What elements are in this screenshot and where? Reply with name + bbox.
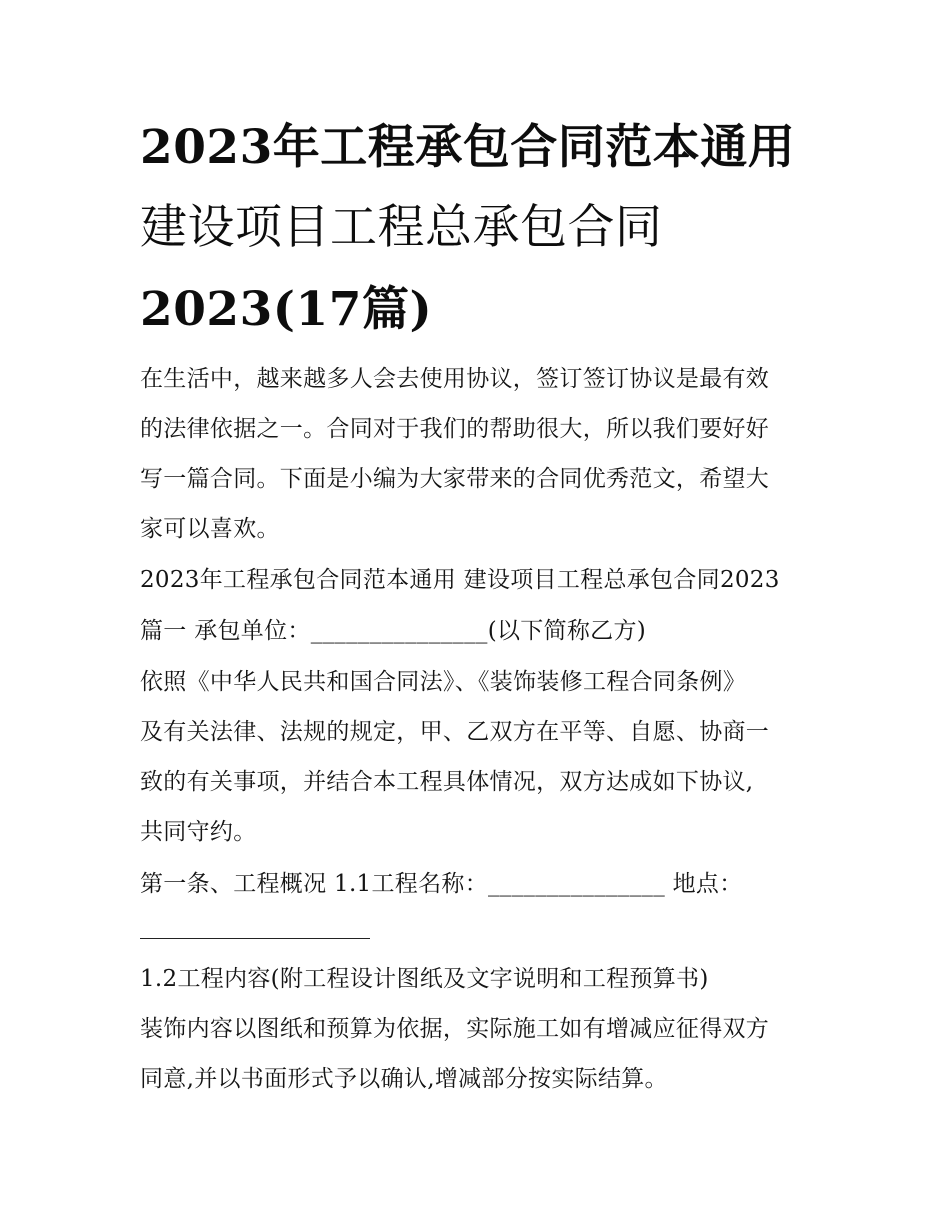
fill-in-blank-line: [140, 938, 370, 939]
body-line: 家可以喜欢。: [140, 516, 280, 542]
document-title-line-2: 建设项目工程总承包合同: [140, 200, 663, 255]
body-line: 的法律依据之一。合同对于我们的帮助很大，所以我们要好好: [140, 416, 770, 442]
body-line: 第一条、工程概况 1.1工程名称：_______________ 地点：: [140, 871, 743, 897]
body-line: 依照《中华人民共和国合同法》、《装饰装修工程合同条例》: [140, 669, 747, 695]
body-line: 在生活中，越来越多人会去使用协议，签订签订协议是最有效: [140, 366, 770, 392]
body-line: 1.2工程内容(附工程设计图纸及文字说明和工程预算书): [140, 966, 709, 992]
body-line: 同意,并以书面形式予以确认,增减部分按实际结算。: [140, 1066, 668, 1092]
document-title-line-1: 2023年工程承包合同范本通用: [140, 120, 796, 175]
body-line: 装饰内容以图纸和预算为依据，实际施工如有增减应征得双方: [140, 1016, 770, 1042]
body-line: 写一篇合同。下面是小编为大家带来的合同优秀范文，希望大: [140, 466, 770, 492]
body-line: 2023年工程承包合同范本通用 建设项目工程总承包合同2023: [140, 567, 780, 593]
body-line: 共同守约。: [140, 819, 257, 845]
body-line: 及有关法律、法规的规定，甲、乙双方在平等、自愿、协商一: [140, 719, 770, 745]
body-line: 篇一 承包单位：_______________(以下简称乙方): [140, 618, 647, 644]
body-line: 致的有关事项，并结合本工程具体情况，双方达成如下协议,: [140, 769, 754, 795]
document-title-line-3: 2023(17篇): [140, 282, 433, 337]
